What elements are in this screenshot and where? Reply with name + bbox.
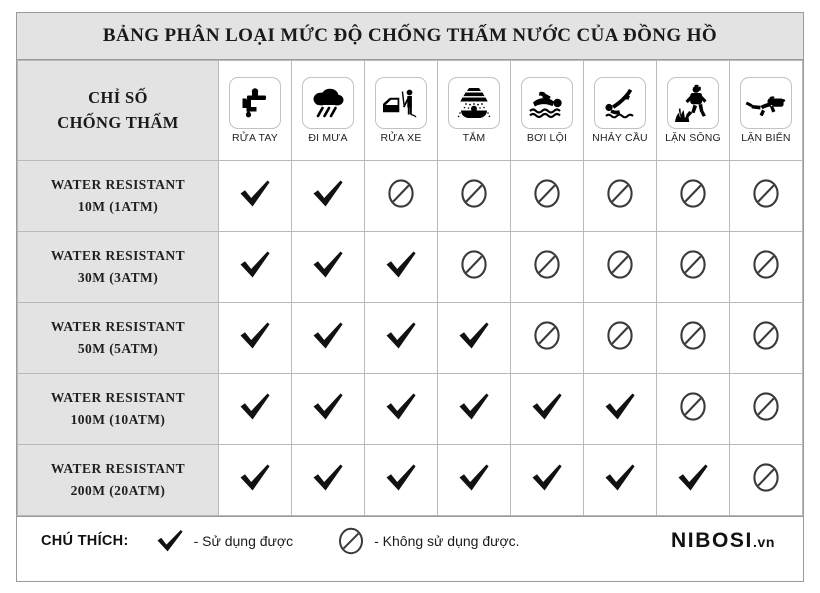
cell-allowed [511, 445, 584, 516]
legend-forbidden-text: - Không sử dụng được. [374, 533, 520, 549]
row-label-5 [18, 445, 219, 516]
check-icon [530, 392, 564, 422]
row-label-line2: 10M (1ATM) [77, 199, 159, 214]
cell-forbidden [657, 232, 730, 303]
check-icon [311, 179, 345, 209]
cell-allowed [365, 303, 438, 374]
cell-allowed [511, 374, 584, 445]
prohibited-icon [532, 249, 562, 280]
check-icon [603, 463, 637, 493]
cell-allowed [365, 232, 438, 303]
page-title: BẢNG PHÂN LOẠI MỨC ĐỘ CHỐNG THẤM NƯỚC CỦA ĐỒNG HỒ [102, 25, 718, 46]
prohibited-icon [678, 391, 708, 422]
prohibited-icon [678, 178, 708, 209]
check-icon [238, 250, 272, 280]
column-header-1 [219, 61, 292, 161]
check-icon [676, 463, 710, 493]
cell-forbidden [438, 161, 511, 232]
cell-forbidden [730, 161, 803, 232]
check-icon [155, 528, 185, 554]
legend-footer [17, 516, 803, 565]
matrix-header-row [18, 61, 803, 161]
shower-bath-icon [448, 77, 500, 129]
river-diver-icon [667, 77, 719, 129]
car-wash-icon [375, 77, 427, 129]
cell-allowed [584, 374, 657, 445]
cell-forbidden [511, 161, 584, 232]
row-label-line2: 50M (5ATM) [77, 341, 159, 356]
column-caption: BƠI LỘI [526, 132, 568, 144]
cell-allowed [292, 303, 365, 374]
cell-allowed [292, 232, 365, 303]
check-icon [384, 321, 418, 351]
check-icon [530, 463, 564, 493]
row-label-line1: WATER RESISTANT [50, 389, 186, 405]
column-caption: NHẢY CẦU [592, 132, 648, 144]
row-label-line1: WATER RESISTANT [50, 247, 186, 263]
prohibited-icon [337, 527, 365, 555]
title-bar [17, 13, 803, 60]
row-label-4 [18, 374, 219, 445]
prohibited-icon [386, 178, 416, 209]
table-row [18, 303, 803, 374]
check-icon [457, 463, 491, 493]
cell-forbidden [365, 161, 438, 232]
cell-forbidden [438, 232, 511, 303]
resistance-matrix [17, 60, 803, 516]
row-label-2 [18, 232, 219, 303]
row-label-line2: 200M (20ATM) [70, 483, 166, 498]
scuba-diver-icon [740, 77, 792, 129]
check-icon [311, 321, 345, 351]
cell-allowed [219, 232, 292, 303]
row-label-line1: WATER RESISTANT [50, 460, 186, 476]
check-icon [603, 392, 637, 422]
brand-tld: .vn [752, 534, 775, 550]
check-icon [384, 392, 418, 422]
check-icon [311, 463, 345, 493]
cell-forbidden [730, 445, 803, 516]
check-icon [457, 321, 491, 351]
column-caption: TẮM [462, 132, 486, 144]
prohibited-icon [532, 320, 562, 351]
cell-allowed [365, 445, 438, 516]
faucet-icon [229, 77, 281, 129]
check-icon [311, 250, 345, 280]
column-header-3 [365, 61, 438, 161]
check-icon [311, 392, 345, 422]
column-caption: RỬA XE [380, 132, 422, 144]
check-icon [384, 250, 418, 280]
prohibited-icon [751, 249, 781, 280]
cell-forbidden [730, 303, 803, 374]
legend-forbidden [337, 527, 519, 555]
column-caption: LẶN SÔNG [665, 132, 721, 144]
table-row [18, 374, 803, 445]
swimmer-icon [521, 77, 573, 129]
brand-name: NIBOSI [671, 529, 753, 552]
cell-allowed [657, 445, 730, 516]
header-label-line2: CHỐNG THẤM [57, 112, 179, 132]
check-icon [238, 463, 272, 493]
cell-allowed [584, 445, 657, 516]
cell-forbidden [730, 232, 803, 303]
check-icon [238, 321, 272, 351]
check-icon [238, 392, 272, 422]
cell-forbidden [511, 303, 584, 374]
prohibited-icon [678, 249, 708, 280]
cell-forbidden [584, 161, 657, 232]
column-caption: ĐI MƯA [308, 132, 348, 144]
prohibited-icon [605, 249, 635, 280]
cell-forbidden [584, 232, 657, 303]
row-label-3 [18, 303, 219, 374]
cell-allowed [438, 445, 511, 516]
table-row [18, 445, 803, 516]
row-label-line2: 30M (3ATM) [77, 270, 159, 285]
cell-forbidden [511, 232, 584, 303]
check-icon [238, 179, 272, 209]
column-caption: RỬA TAY [232, 132, 278, 144]
cell-allowed [219, 161, 292, 232]
prohibited-icon [605, 178, 635, 209]
prohibited-icon [459, 178, 489, 209]
cell-allowed [438, 303, 511, 374]
brand-logo [671, 529, 789, 553]
cell-forbidden [657, 374, 730, 445]
prohibited-icon [678, 320, 708, 351]
rain-cloud-icon [302, 77, 354, 129]
prohibited-icon [532, 178, 562, 209]
cell-forbidden [730, 374, 803, 445]
row-label-line2: 100M (10ATM) [70, 412, 166, 427]
column-header-5 [511, 61, 584, 161]
legend-allowed [155, 528, 294, 554]
check-icon [384, 463, 418, 493]
cell-allowed [219, 374, 292, 445]
prohibited-icon [459, 249, 489, 280]
header-index-label [18, 61, 219, 161]
diving-board-icon [594, 77, 646, 129]
column-header-8 [730, 61, 803, 161]
cell-allowed [219, 303, 292, 374]
column-header-2 [292, 61, 365, 161]
cell-allowed [365, 374, 438, 445]
column-caption: LẶN BIỂN [741, 132, 791, 144]
cell-allowed [292, 161, 365, 232]
check-icon [457, 392, 491, 422]
prohibited-icon [751, 391, 781, 422]
prohibited-icon [751, 320, 781, 351]
table-frame [16, 12, 804, 582]
prohibited-icon [605, 320, 635, 351]
cell-allowed [292, 374, 365, 445]
cell-forbidden [584, 303, 657, 374]
cell-allowed [292, 445, 365, 516]
table-row [18, 161, 803, 232]
prohibited-icon [751, 462, 781, 493]
table-row [18, 232, 803, 303]
row-label-line1: WATER RESISTANT [50, 318, 186, 334]
cell-forbidden [657, 303, 730, 374]
column-header-6 [584, 61, 657, 161]
legend-allowed-text: - Sử dụng được [193, 533, 294, 549]
header-label-line1: CHỈ SỐ [88, 87, 148, 107]
column-header-4 [438, 61, 511, 161]
cell-allowed [438, 374, 511, 445]
row-label-line1: WATER RESISTANT [50, 176, 186, 192]
column-header-7 [657, 61, 730, 161]
cell-forbidden [657, 161, 730, 232]
cell-allowed [219, 445, 292, 516]
prohibited-icon [751, 178, 781, 209]
legend-title: CHÚ THÍCH: [41, 533, 129, 549]
row-label-1 [18, 161, 219, 232]
